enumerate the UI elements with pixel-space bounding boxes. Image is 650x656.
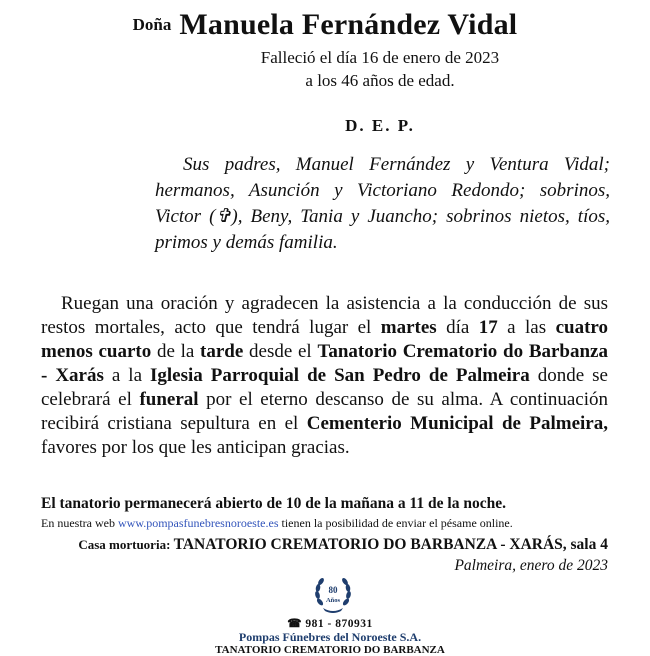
ceremony-type: funeral — [139, 389, 199, 410]
website-link[interactable]: www.pompasfunebresnoroeste.es — [117, 516, 279, 530]
anniversary-logo — [311, 572, 355, 616]
web-notice — [41, 516, 621, 531]
honorific: Doña — [132, 15, 172, 34]
place-date: Palmeira, enero de 2023 — [454, 557, 608, 574]
day-number: 17 — [478, 317, 498, 338]
company-name: Pompas Fúnebres del Noroeste S.A. — [238, 630, 422, 644]
logo-word: Años — [325, 597, 341, 604]
time-of-day: tarde — [200, 341, 244, 362]
tanatorio-name: TANATORIO CREMATORIO DO BARBANZA — [215, 644, 445, 656]
funeral-home-label: Casa mortuoria: — [78, 537, 174, 552]
announcement-text: día — [436, 317, 479, 338]
family-paragraph — [155, 152, 610, 256]
opening-hours: El tanatorio permanecerá abierto de 10 de la mañana a 11 de la noche. — [41, 495, 506, 512]
telephone-icon: ☎ — [287, 618, 306, 630]
web-text-pre: En nuestra web — [41, 516, 118, 530]
laurel-wreath-icon — [311, 572, 355, 616]
announcement-text: de la — [151, 341, 201, 362]
deceased-name: Manuela Fernández Vidal — [179, 8, 518, 41]
cemetery-name: Cementerio Municipal de Palmeira, — [306, 413, 608, 434]
death-date: Falleció el día 16 de enero de 2023 — [260, 48, 500, 67]
funeral-home-value: TANATORIO CREMATORIO DO BARBANZA - XARÁS, sala 4 — [173, 536, 608, 553]
phone-line — [0, 616, 650, 630]
phone-number[interactable]: 981 - 870931 — [305, 618, 373, 630]
funeral-home-line — [0, 536, 608, 554]
age-at-death: a los 46 años de edad. — [305, 71, 455, 90]
deceased-title — [0, 8, 650, 42]
announcement-text: a la — [103, 365, 150, 386]
church-name: Iglesia Parroquial de San Pedro de Palmeira — [150, 365, 530, 386]
announcement-text: Ruegan una oración y agradecen la asistencia a la conducción de sus restos mortales, acto que tendrá lugar el — [41, 293, 608, 338]
announcement-text: por el eterno descanso de su alma. A continuación recibirá cristiana sepultura en el — [41, 389, 608, 434]
announcement-text: a las — [497, 317, 556, 338]
announcement-text: donde se celebrará el — [41, 365, 608, 410]
family-text-2: ), Beny, Tania y Juancho; sobrinos nietos, tíos, primos y demás familia. — [155, 206, 610, 253]
time-text: cuatro menos cuarto — [41, 317, 608, 362]
rip-label: D. E. P. — [345, 116, 415, 135]
cross-icon: ✞ — [215, 206, 232, 227]
family-text-1: Sus padres, Manuel Fernández y Ventura Vidal; hermanos, Asunción y Victoriano Redondo; sobrinos, Victor ( — [155, 154, 610, 227]
departure-place: Tanatorio Crematorio do Barbanza - Xarás — [41, 341, 608, 386]
day-name: martes — [380, 317, 437, 338]
logo-number: 80 — [328, 585, 338, 595]
web-text-post: tienen la posibilidad de enviar el pésame online. — [278, 516, 513, 530]
announcement-paragraph — [41, 292, 608, 460]
announcement-text: desde el — [243, 341, 318, 362]
announcement-text: favores por los que les anticipan gracias. — [41, 437, 350, 458]
